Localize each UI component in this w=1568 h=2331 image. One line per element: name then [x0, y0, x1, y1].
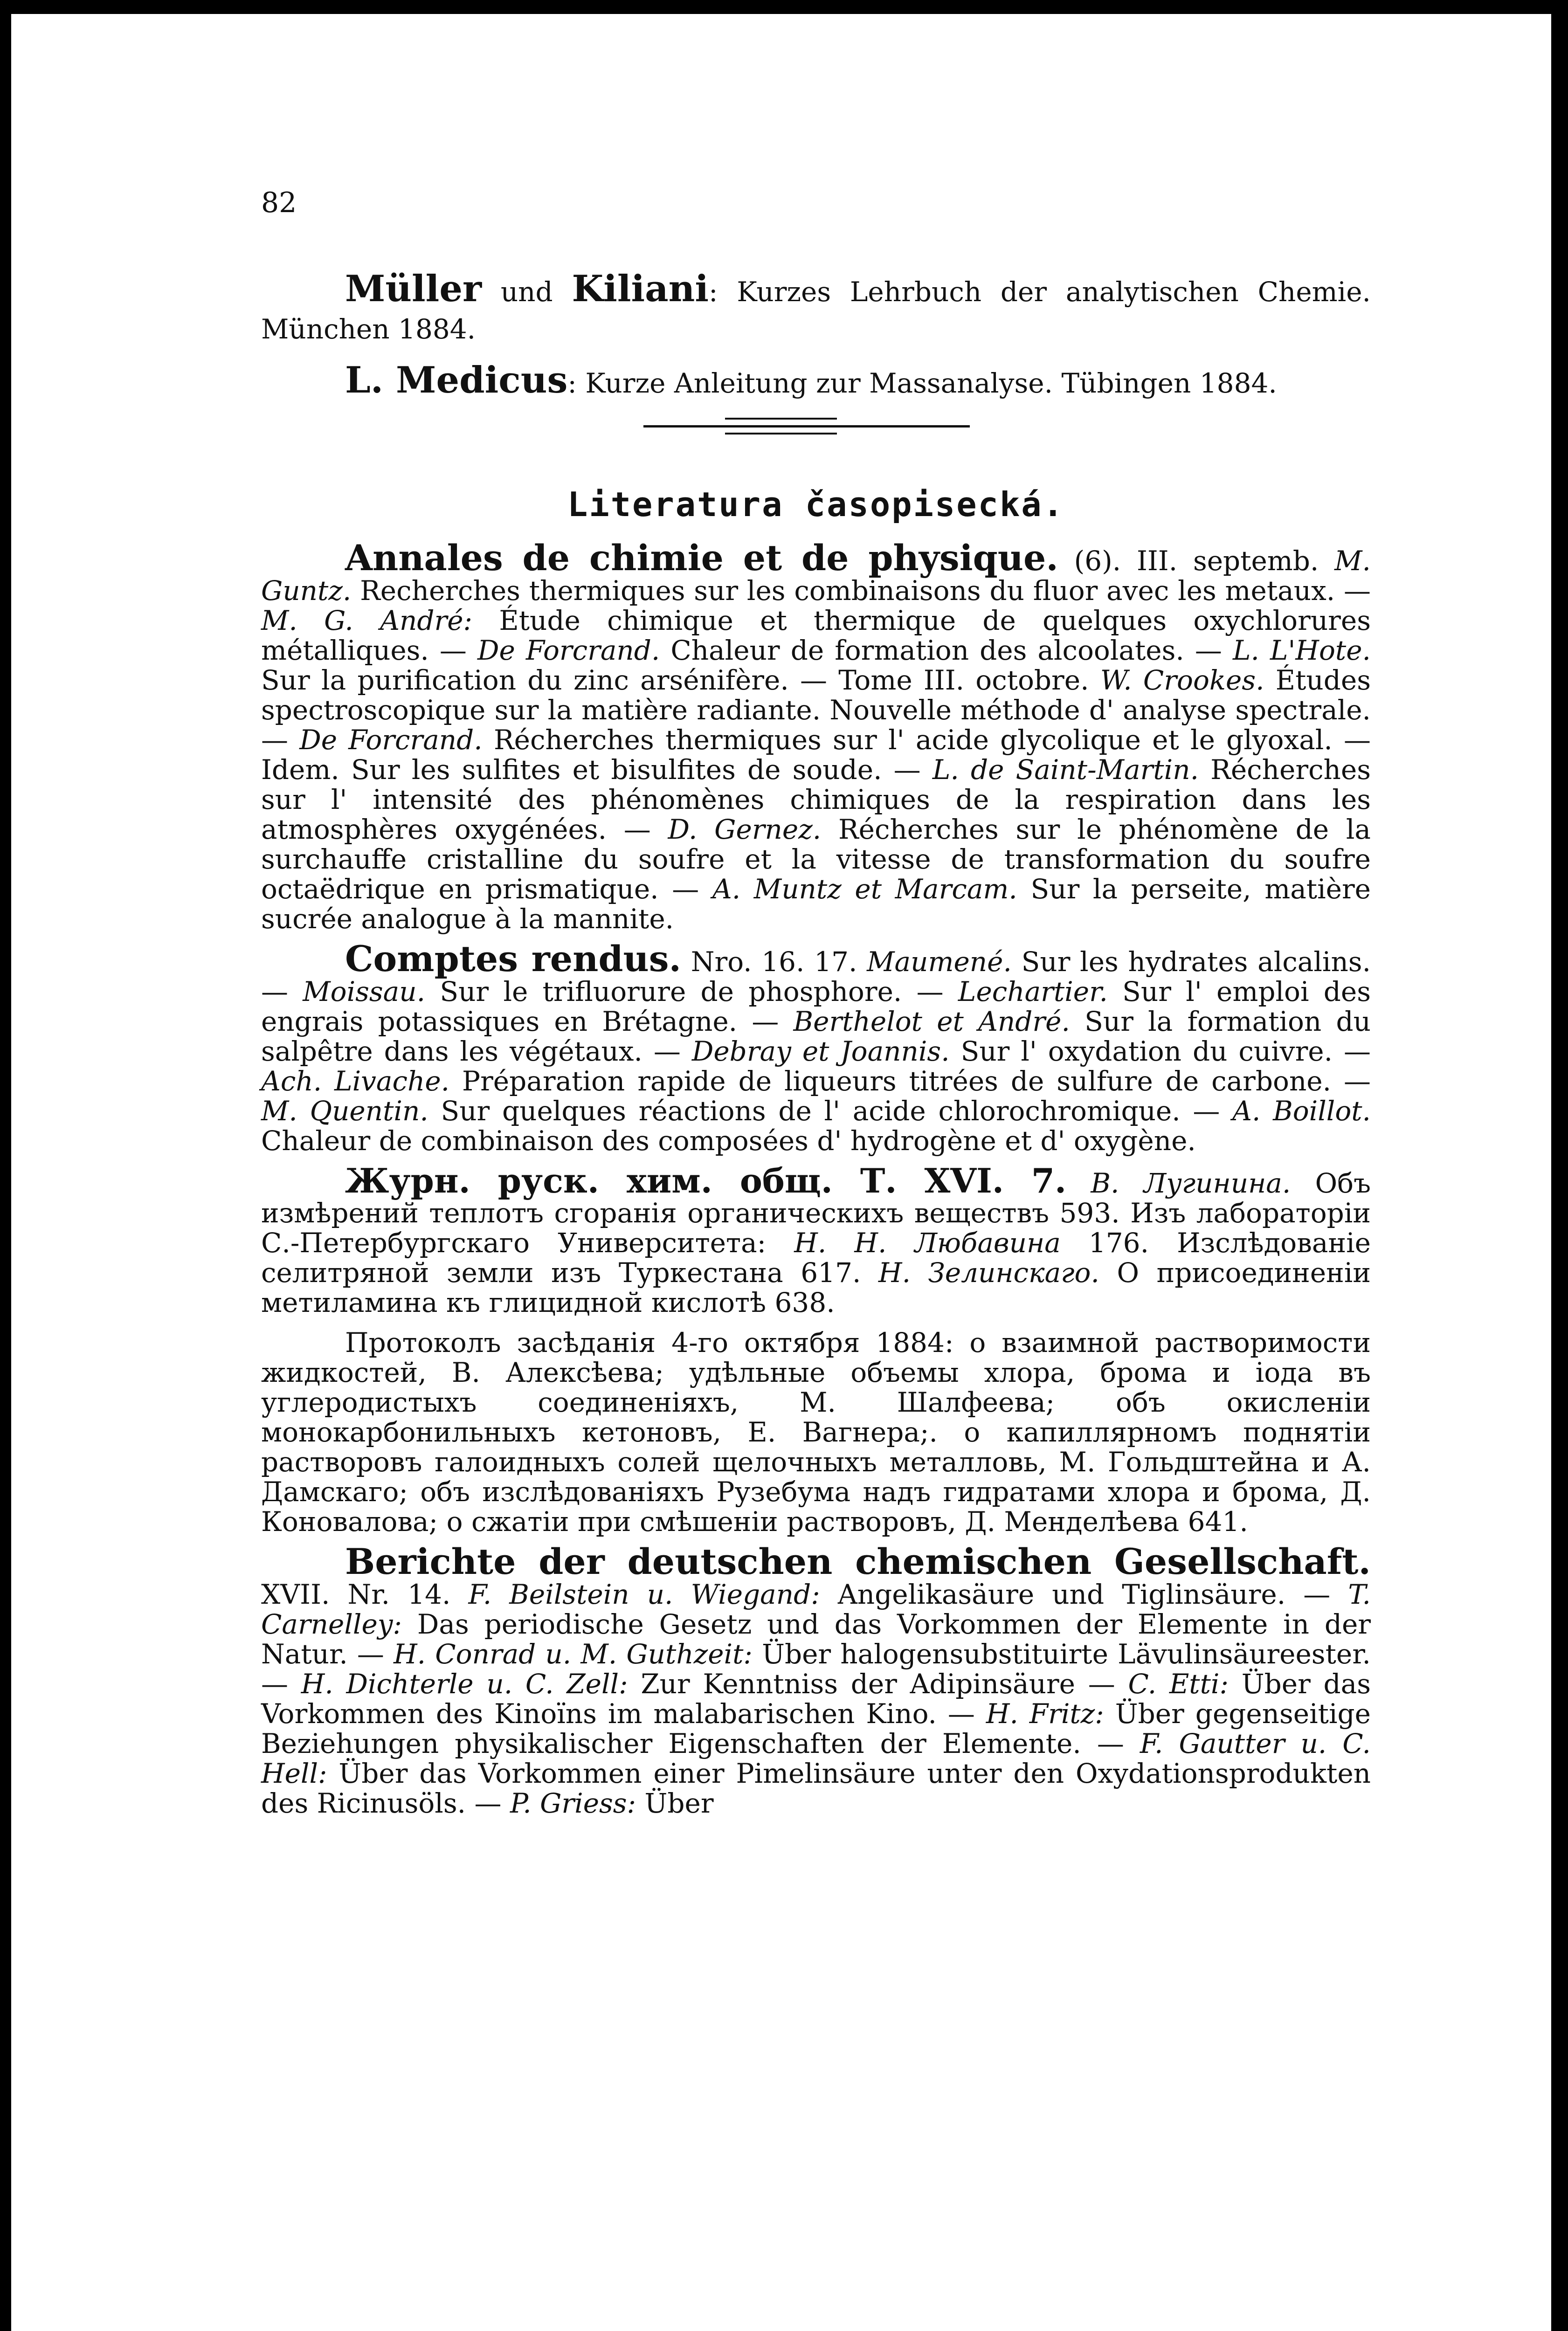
page — [261, 0, 1371, 2331]
entry-text: Sur la formation du salpêtre dans les végétaux. — — [261, 1006, 1371, 1067]
entry-text: О присоединеніи метиламина къ глицидной кислотѣ 638. — [261, 1257, 1371, 1318]
entry-text: Über das Vorkommen einer Pimelinsäure unter den Oxydationsprodukten des Ricinusöls. — — [261, 1758, 1371, 1819]
author-name: H. Fritz: — [986, 1698, 1104, 1730]
author-name: Müller — [345, 268, 482, 310]
journal-source: Annales de chimie et de physique. — [345, 537, 1058, 579]
conjunction: und — [500, 276, 553, 308]
entry-text: Préparation rapide de liqueurs titrées de sulfure de carbone. — — [449, 1065, 1371, 1097]
author-name: W. Crookes. — [1100, 664, 1264, 696]
entry-text: Über das Vorkommen des Kinoïns im malabarischen Kino. — — [261, 1668, 1371, 1730]
author-name: D. Gernez. — [668, 814, 822, 845]
entry-text: Zur Kenntniss der Adipinsäure — — [628, 1668, 1128, 1700]
author-name: В. Лугинина. — [1091, 1167, 1291, 1199]
entry-text: XVII. Nr. 14. — [261, 1579, 469, 1610]
entry-text: Études spectroscopique sur la matière radiante. Nouvelle méthode d' analyse spectrale. — — [261, 664, 1371, 756]
author-name: L. Medicus — [345, 359, 568, 401]
author-name: P. Griess: — [510, 1787, 636, 1819]
bibliography-text: : Kurze Anleitung zur Massanalyse. Tübingen 1884. — [567, 367, 1277, 399]
author-name: L. L'Hote. — [1232, 634, 1371, 666]
author-name: Berthelot et André. — [793, 1006, 1070, 1037]
entry-text: Über gegenseitige Beziehungen physikalischer Eigenschaften der Elemente. — — [261, 1698, 1371, 1759]
divider-rule-ornament — [725, 433, 837, 434]
bibliography-entry-muller-kiliani — [261, 270, 1371, 348]
divider-rule-ornament — [725, 418, 837, 420]
author-name: F. Beilstein u. Wiegand: — [468, 1579, 820, 1610]
author-name: Н. Н. Любавина — [794, 1227, 1061, 1259]
journal-entries — [261, 537, 1371, 1828]
entry-text: Протоколъ засѣданія 4-го октября 1884: о взаимной растворимости жидкостей, В. Алексѣева; удѣльные объемы хлора, брома и іода въ углеродистыхъ соединеніяхъ, М. Шалфеева; объ окисленіи монокарбонильныхъ кетоновъ, Е. Вагнера;. о капиллярномъ поднятіи растворовъ галоидныхъ солей щелочныхъ металловь, М. Гольдштейна и А. Дамскаго; объ изслѣдованіяхъ Рузебума надъ гидратами хлора и брома, Д. Коновалова; о сжатіи при смѣшеніи растворовъ, Д. Менделѣева 641. — [261, 1327, 1371, 1538]
entry-text: Sur l' oxydation du cuivre. — — [949, 1035, 1371, 1067]
bibliography — [261, 270, 1371, 416]
entry-text: Sur la purification du zinc arsénifère. — Tome III. octobre. — [261, 664, 1100, 696]
author-name: Н. Зелинскаго. — [878, 1257, 1099, 1289]
author-name: A. Boillot. — [1232, 1095, 1371, 1127]
page-number: 82 — [261, 186, 297, 219]
entry-text: Récherches thermiques sur l' acide glycolique et le glyoxal. — Idem. Sur les sulfites et bisulfites de soude. — — [261, 724, 1371, 786]
journal-entry — [261, 938, 1371, 1157]
author-name: De Forcrand. — [477, 634, 660, 666]
author-name: Ach. Livache. — [261, 1065, 450, 1097]
journal-entry — [261, 1541, 1371, 1819]
entry-text: Chaleur de formation des alcoolates. — — [660, 634, 1233, 666]
entry-text: Sur quelques réactions de l' acide chlorochromique. — — [428, 1095, 1233, 1127]
entry-text: Sur la perseite, matière sucrée analogue à la mannite. — [261, 873, 1371, 935]
journal-entry — [261, 537, 1371, 935]
entry-text: Nro. 16. 17. — [681, 946, 867, 978]
entry-text: Sur les hydrates alcalins. — — [261, 946, 1371, 1007]
author-name: Debray et Joannis. — [691, 1035, 950, 1067]
author-name: C. Etti: — [1128, 1668, 1229, 1700]
author-name: De Forcrand. — [299, 724, 483, 756]
entry-text: Étude chimique et thermique de quelques oxychlorures métalliques. — — [261, 605, 1371, 666]
author-name: A. Muntz et Marcam. — [712, 873, 1017, 905]
entry-text: Объ измѣрений теплотъ сгоранія органическихъ веществъ 593. Изъ лабораторіи С.-Петербургскаго Университета: — [261, 1167, 1371, 1259]
entry-text: Über — [636, 1787, 714, 1819]
author-name: M. Guntz. — [261, 545, 1371, 607]
entry-text: Sur l' emploi des engrais potassiques en Brétagne. — — [261, 976, 1371, 1037]
entry-text: 176. Изслѣдованіе селитряной земли изъ Туркестана 617. — [261, 1227, 1371, 1289]
entry-text — [1066, 1167, 1091, 1199]
entry-text: Angelikasäure und Tiglinsäure. — — [820, 1579, 1348, 1610]
author-name: L. de Saint-Martin. — [932, 754, 1199, 786]
scan-edge-left — [0, 0, 11, 2331]
author-name: Lechartier. — [958, 976, 1108, 1007]
author-name: T. Carnelley: — [261, 1579, 1371, 1640]
journal-entry — [261, 1161, 1371, 1318]
journal-entry — [261, 1328, 1371, 1537]
entry-text: (6). III. septemb. — [1058, 545, 1335, 577]
bibliography-text: : Kurzes Lehrbuch der analytischen Chemie. München 1884. — [261, 276, 1371, 345]
entry-text: Recherches thermiques sur les combinaisons du fluor avec les metaux. — — [351, 575, 1371, 607]
author-name: H. Dichterle u. C. Zell: — [301, 1668, 628, 1700]
author-name: H. Conrad u. M. Guthzeit: — [394, 1638, 753, 1670]
section-title: Literatura časopisecká. — [567, 485, 1064, 524]
entry-text: Über halogensubstituirte Lävulinsäureester. — — [261, 1638, 1371, 1700]
author-name: Moissau. — [303, 976, 426, 1007]
author-name: M. G. André: — [261, 605, 473, 636]
author-name: Maumené. — [867, 946, 1012, 978]
journal-source: Журн. руск. хим. общ. Т. XVI. 7. — [345, 1161, 1067, 1200]
author-name: Kiliani — [572, 268, 709, 310]
journal-source: Comptes rendus. — [345, 938, 682, 979]
divider-rule — [643, 425, 970, 428]
entry-text: Récherches sur l' intensité des phénomènes chimiques de la respiration dans les atmosphères oxygénées. — — [261, 754, 1371, 845]
scan-edge-right — [1551, 0, 1568, 2331]
author-name: F. Gautter u. C. Hell: — [261, 1728, 1371, 1789]
author-name: M. Quentin. — [261, 1095, 428, 1127]
entry-text: Sur le trifluorure de phosphore. — — [425, 976, 958, 1007]
entry-text: Das periodische Gesetz und das Vorkommen der Elemente in der Natur. — — [261, 1608, 1371, 1670]
bibliography-entry-medicus — [261, 359, 1371, 402]
entry-text: Chaleur de combinaison des composées d' hydrogène et d' oxygène. — [261, 1125, 1196, 1157]
journal-source: Berichte der deutschen chemischen Gesellschaft. — [345, 1541, 1371, 1582]
entry-text: Récherches sur le phénomène de la surchauffe cristalline du soufre et la vitesse de transformation du soufre octaëdrique en prismatique. — — [261, 814, 1371, 905]
